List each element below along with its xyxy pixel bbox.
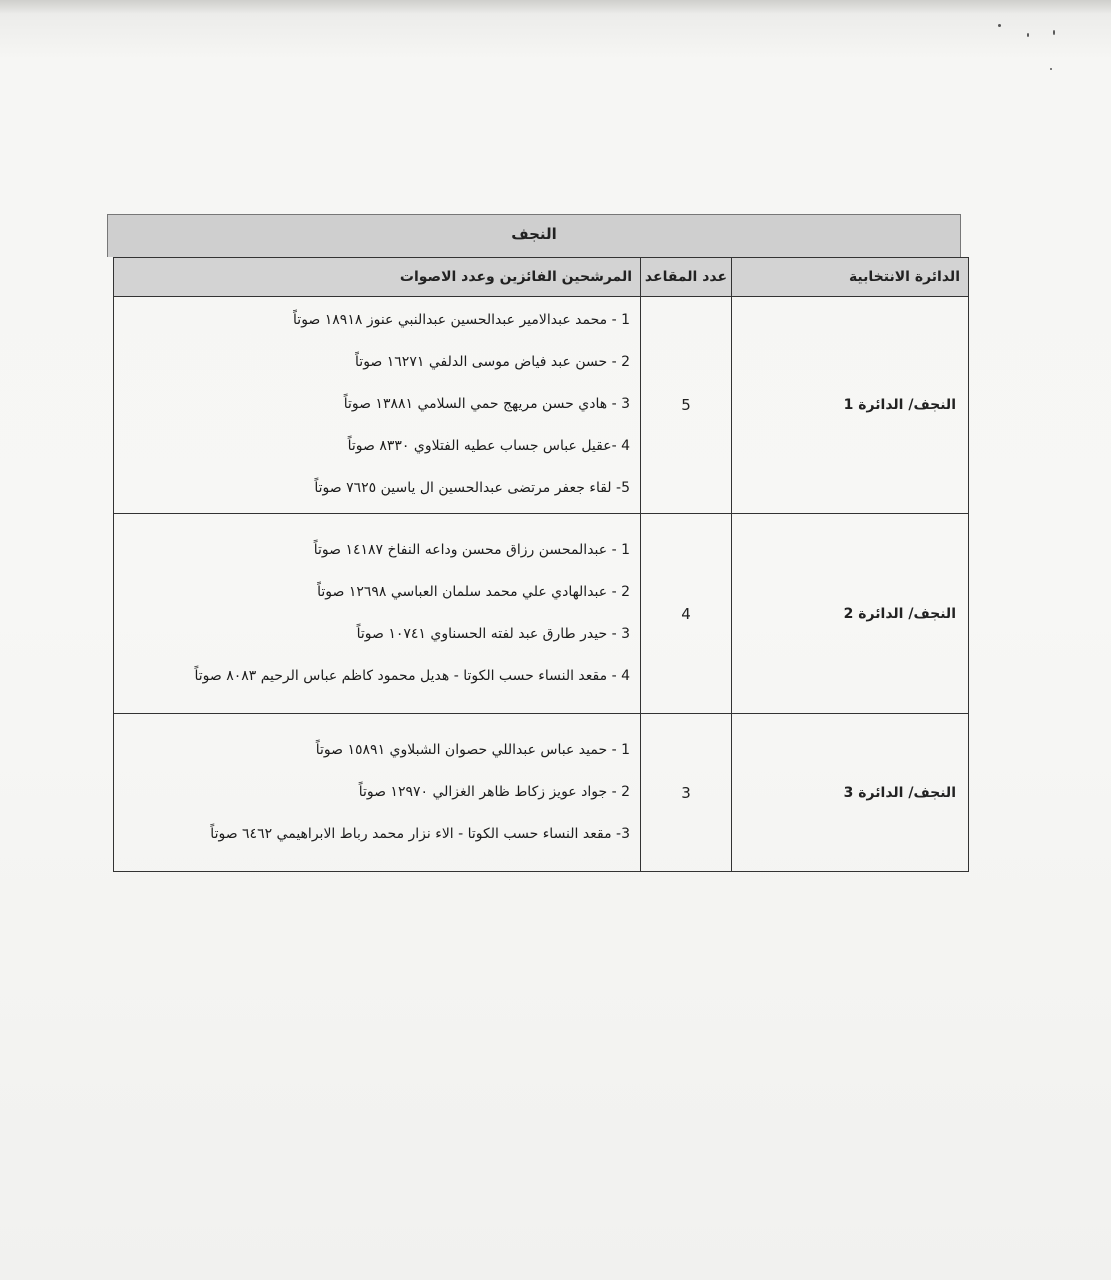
scan-speck: [1053, 30, 1055, 35]
results-table-container: [107, 214, 973, 872]
list-item: 4 -عقيل عباس جساب عطيه الفتلاوي ٨٣٣٠ صوتاً: [347, 438, 630, 454]
header-seats: عدد المقاعد: [641, 258, 732, 297]
district-name: النجف/ الدائرة 1: [732, 297, 969, 514]
list-item: 2 - جواد عويز زكاط ظاهر الغزالي ١٢٩٧٠ صوتاً: [358, 783, 630, 800]
list-item: 2 - حسن عبد فياض موسى الدلفي ١٦٢٧١ صوتاً: [355, 354, 630, 370]
list-item: 1 - محمد عبدالامير عبدالحسين عبدالنبي عنوز ١٨٩١٨ صوتاً: [293, 312, 630, 328]
seat-count: 4: [641, 514, 732, 714]
scan-speck: [1027, 33, 1029, 37]
candidate-list: [114, 514, 641, 714]
list-item: 5- لقاء جعفر مرتضى عبدالحسين ال ياسين ٧٦٢٥ صوتاً: [314, 480, 630, 496]
region-title-bar: [107, 214, 961, 257]
header-district: الدائرة الانتخابية: [732, 258, 969, 297]
district-name: النجف/ الدائرة 2: [732, 514, 969, 714]
header-candidates: المرشحين الفائزين وعدد الاصوات: [114, 258, 641, 297]
table-row: [114, 297, 969, 514]
list-item: 3- مقعد النساء حسب الكوتا - الاء نزار محمد رباط الابراهيمي ٦٤٦٢ صوتاً: [210, 825, 630, 842]
table-row: [114, 714, 969, 872]
table-row: [114, 514, 969, 714]
list-item: 3 - حيدر طارق عبد لفته الحسناوي ١٠٧٤١ صوتاً: [356, 625, 630, 642]
list-item: 1 - عبدالمحسن رزاق محسن وداعه النفاخ ١٤١٨٧ صوتاً: [313, 541, 630, 558]
district-name: النجف/ الدائرة 3: [732, 714, 969, 872]
list-item: 2 - عبدالهادي علي محمد سلمان العباسي ١٢٦٩٨ صوتاً: [317, 583, 630, 600]
scan-speck: [1050, 68, 1052, 70]
table-header-row: [114, 258, 969, 297]
scan-speck: [998, 24, 1001, 27]
seat-count: 5: [641, 297, 732, 514]
list-item: 1 - حميد عباس عبداللي حصوان الشبلاوي ١٥٨٩١ صوتاً: [315, 741, 630, 758]
candidate-list: [114, 297, 641, 514]
results-table: [113, 257, 969, 872]
list-item: 3 - هادي حسن مريهج حمي السلامي ١٣٨٨١ صوتاً: [343, 396, 630, 412]
candidate-list: [114, 714, 641, 872]
list-item: 4 - مقعد النساء حسب الكوتا - هديل محمود كاظم عباس الرحيم ٨٠٨٣ صوتاً: [194, 667, 630, 684]
region-title: النجف: [511, 225, 557, 243]
seat-count: 3: [641, 714, 732, 872]
